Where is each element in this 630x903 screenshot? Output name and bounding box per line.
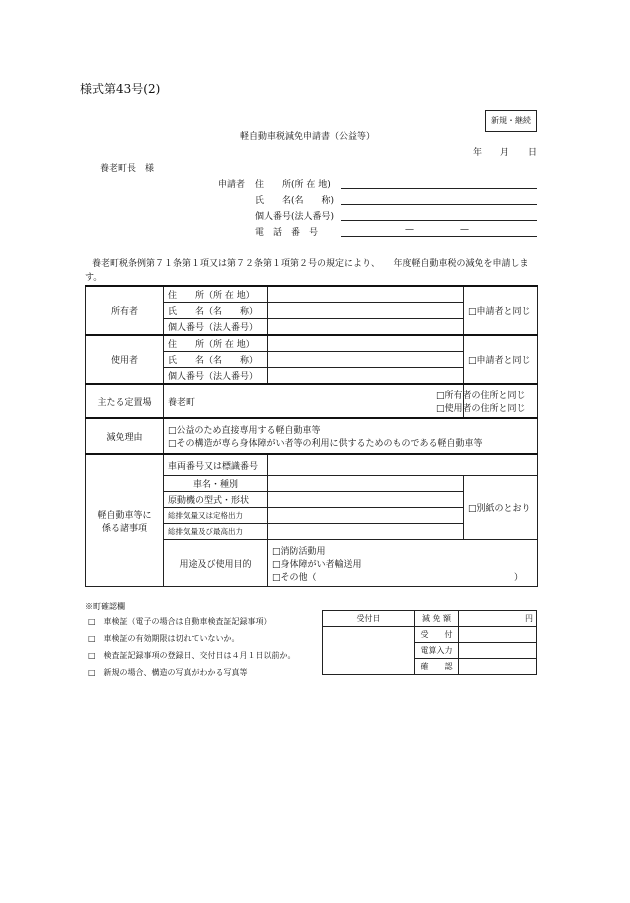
applicant-phone-field[interactable]: [341, 236, 537, 237]
user-address-field[interactable]: [268, 335, 464, 352]
phone-dash: —: [405, 225, 414, 235]
date-day: 日: [528, 148, 538, 158]
storage-label: 主たる定置場: [86, 384, 164, 418]
vehicle-label-line2: 係る諸事項: [101, 523, 147, 534]
vehicle-label: [86, 454, 164, 587]
owner-name-label: 氏 名（名 称）: [164, 303, 268, 319]
separate-sheet-checkbox[interactable]: □別紙のとおり: [464, 476, 538, 540]
model-label: 車名・種別: [164, 476, 268, 492]
plate-field[interactable]: [268, 454, 538, 476]
date-month: 月: [500, 148, 510, 158]
user-id-label: 個人番号（法人番号）: [164, 368, 268, 385]
owner-address-field[interactable]: [268, 286, 464, 303]
town-check-item[interactable]: □ 新規の場合、構造の写真がわかる写真等: [88, 668, 248, 677]
purpose-opt3-checkbox[interactable]: □その他（: [272, 572, 317, 583]
town-check-heading: ※町確認欄: [85, 602, 125, 611]
engine-field[interactable]: [268, 492, 464, 508]
applicant-phone-label: 電 話 番 号: [255, 228, 319, 238]
model-field[interactable]: [268, 476, 464, 492]
received-label: 受 付: [415, 627, 459, 643]
town-check-item[interactable]: □ 検査証記録事項の登録日、交付日は４月１日以前か。: [88, 651, 296, 660]
owner-id-label: 個人番号（法人番号）: [164, 319, 268, 336]
plate-label: 車両番号又は標識番号: [164, 454, 268, 476]
new-continue-label: 新規・継続: [491, 116, 531, 125]
receipt-date-label: 受付日: [323, 611, 415, 627]
exhaust1-label: 総排気量又は定格出力: [164, 508, 268, 524]
applicant-id-label: 個人番号(法人番号): [255, 212, 335, 222]
receipt-stamp-area: [323, 627, 415, 675]
purpose-opt2-checkbox[interactable]: □身体障がい者輸送用: [272, 559, 362, 570]
purpose-label: 用途及び使用目的: [164, 540, 268, 587]
form-number: 様式第43号(2): [80, 82, 161, 96]
storage-opt2-checkbox[interactable]: □使用者の住所と同じ: [436, 404, 526, 414]
new-continue-box: [485, 110, 537, 132]
reason-label: 減免理由: [86, 418, 164, 454]
computer-entry-field[interactable]: [459, 643, 537, 659]
applicant-name-label: 氏 名(名 称): [255, 196, 335, 206]
owner-id-field[interactable]: [268, 319, 464, 336]
reason-opt2-checkbox[interactable]: □その構造が専ら身体障がい者等の利用に供するためのものである軽自動車等: [168, 439, 483, 449]
purpose-close-paren: ）: [513, 572, 523, 583]
applicant-address-label: 住 所(所 在 地): [255, 180, 331, 190]
reduction-amount-label: 減 免 額: [415, 611, 459, 627]
reason-options: [164, 418, 538, 454]
applicant-label: 申請者: [218, 180, 246, 190]
vehicle-label-line1: 軽自動車等に: [97, 510, 152, 521]
exhaust2-label: 総排気量及び最高出力: [164, 524, 268, 540]
exhaust1-field[interactable]: [268, 508, 464, 524]
user-address-label: 住 所（所 在 地）: [164, 335, 268, 352]
received-field[interactable]: [459, 627, 537, 643]
exhaust2-field[interactable]: [268, 524, 464, 540]
statement-line2: す。: [85, 273, 103, 283]
owner-label: 所有者: [86, 286, 164, 335]
user-same-checkbox[interactable]: □申請者と同じ: [464, 335, 538, 384]
addressee: 養老町長 様: [100, 164, 155, 174]
owner-name-field[interactable]: [268, 303, 464, 319]
applicant-id-field[interactable]: [341, 220, 537, 221]
storage-options: [436, 384, 538, 418]
owner-address-label: 住 所（所 在 地）: [164, 286, 268, 303]
confirmed-field[interactable]: [459, 659, 537, 675]
user-id-field[interactable]: [268, 368, 464, 385]
user-name-field[interactable]: [268, 352, 464, 368]
form-title: 軽自動車税減免申請書（公益等）: [240, 132, 376, 142]
engine-label: 原動機の型式・形状: [164, 492, 268, 508]
town-check-item[interactable]: □ 車検証の有効期限は切れていないか。: [88, 634, 240, 643]
user-label: 使用者: [86, 335, 164, 384]
storage-value: 養老町: [164, 384, 464, 418]
user-name-label: 氏 名（名 称）: [164, 352, 268, 368]
owner-same-checkbox[interactable]: □申請者と同じ: [464, 286, 538, 335]
confirmed-label: 確 認: [415, 659, 459, 675]
office-use-table: [322, 610, 537, 675]
purpose-options: [268, 540, 538, 587]
date-year: 年: [473, 148, 483, 158]
reason-opt1-checkbox[interactable]: □公益のため直接専用する軽自動車等: [168, 426, 321, 436]
computer-entry-label: 電算入力: [415, 643, 459, 659]
applicant-address-field[interactable]: [341, 188, 537, 189]
reduction-amount-field[interactable]: [459, 611, 537, 627]
yen-unit: 円: [525, 614, 533, 623]
applicant-name-field[interactable]: [341, 204, 537, 205]
storage-opt1-checkbox[interactable]: □所有者の住所と同じ: [436, 391, 526, 401]
statement-line1: 養老町税条例第７１条第１項又は第７２条第１項第２号の規定により、 年度軽自動車税の減免を申請しま: [92, 259, 529, 269]
phone-dash: —: [460, 225, 469, 235]
town-check-item[interactable]: □ 車検証（電子の場合は自動車検査証記録事項）: [88, 617, 272, 626]
main-form-table: [85, 285, 538, 587]
purpose-opt1-checkbox[interactable]: □消防活動用: [272, 546, 326, 557]
